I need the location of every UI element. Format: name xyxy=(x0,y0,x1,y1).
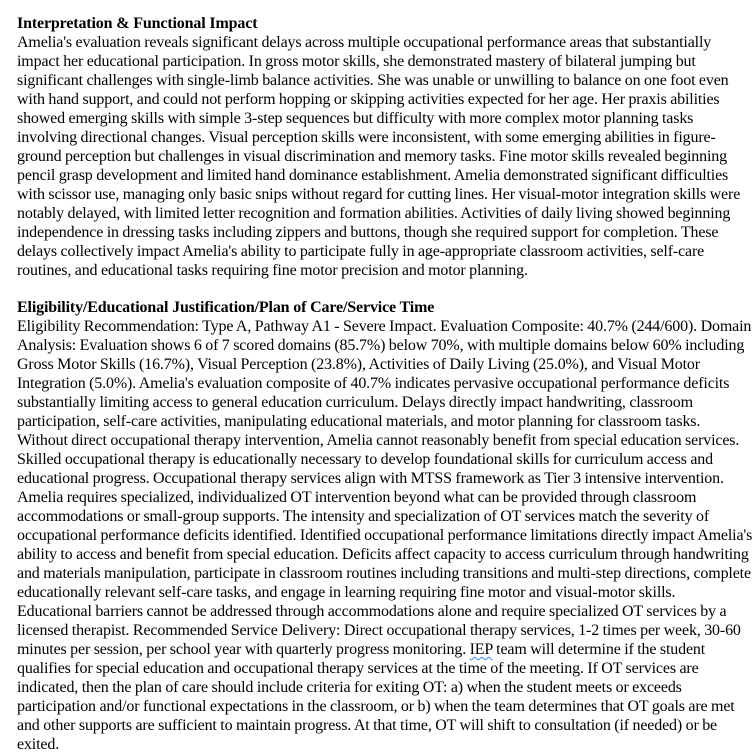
section-eligibility xyxy=(17,298,753,754)
section-heading-eligibility: Eligibility/Educational Justification/Plan of Care/Service Time xyxy=(17,299,435,316)
document-body[interactable] xyxy=(17,14,753,754)
eligibility-paragraph[interactable] xyxy=(17,317,753,754)
interpretation-paragraph[interactable]: Amelia's evaluation reveals significant delays across multiple occupational performance areas that substantially impact her educational participation. In gross motor skills, she demonstrated mastery of bilateral jumping but significant challenges with single-limb balance activities. She was unable or unwilling to balance on one foot even with hand support, and could not perform hopping or skipping activities expected for her age. Her praxis abilities showed emerging skills with simple 3-step sequences but difficulty with more complex motor planning tasks involving directional changes. Visual perception skills were inconsistent, with some emerging abilities in figure-ground perception but challenges in visual discrimination and memory tasks. Fine motor skills revealed beginning pencil grasp development and limited hand dominance establishment. Amelia demonstrated significant difficulties with scissor use, managing only basic snips without regard for cutting lines. Her visual-motor integration skills were notably delayed, with limited letter recognition and formation abilities. Activities of daily living showed beginning independence in dressing tasks including zippers and buttons, though she required support for completion. These delays collectively impact Amelia's ability to participate fully in age-appropriate classroom activities, self-care routines, and educational tasks requiring fine motor precision and motor planning. xyxy=(17,34,741,279)
spellcheck-flagged-word[interactable]: IEP xyxy=(469,641,493,658)
section-interpretation xyxy=(17,14,753,280)
section-heading-interpretation: Interpretation & Functional Impact xyxy=(17,15,258,32)
eligibility-text-part-2: team will determine if the student qualifies for special education and occupational therapy services at the time of the meeting. If OT services are indicated, then the plan of care should include criteria for exiting OT: a) when the student meets or exceeds participation and/or functional expectations in the classroom, or b) when the team determines that OT goals are met and other supports are sufficient to maintain progress. At that time, OT will shift to consultation (if needed) or be exited. xyxy=(17,641,735,753)
eligibility-text-part-1: Eligibility Recommendation: Type A, Pathway A1 - Severe Impact. Evaluation Composite: 40.7% (244/600). Domain Analysis: Evaluation shows 6 of 7 scored domains (85.7%) below 70%, with multiple domains below 60% including Gross Motor Skills (16.7%), Visual Perception (23.8%), Activities of Daily Living (25.0%), and Visual Motor Integration (5.0%). Amelia's evaluation composite of 40.7% indicates pervasive occupational performance deficits substantially limiting access to general education curriculum. Delays directly impact handwriting, classroom participation, self-care activities, manipulating educational materials, and motor planning for classroom tasks. Without direct occupational therapy intervention, Amelia cannot reasonably benefit from special education services. Skilled occupational therapy is educationally necessary to develop foundational skills for curriculum access and educational progress. Occupational therapy services align with MTSS framework as Tier 3 intensive intervention. Amelia requires specialized, individualized OT intervention beyond what can be provided through classroom accommodations or small-group supports. The intensity and specialization of OT services match the severity of occupational performance deficits identified. Identified occupational performance limitations directly impact Amelia's ability to access and benefit from special education. Deficits affect capacity to access curriculum through handwriting and materials manipulation, participate in classroom routines including transitions and multi-step directions, complete educationally relevant self-care tasks, and engage in learning requiring fine motor and visual-motor skills. Educational barriers cannot be addressed through accommodations alone and require specialized OT services by a licensed therapist. Recommended Service Delivery: Direct occupational therapy services, 1-2 times per week, 30-60 minutes per session, per school year with quarterly progress monitoring. xyxy=(17,318,753,658)
